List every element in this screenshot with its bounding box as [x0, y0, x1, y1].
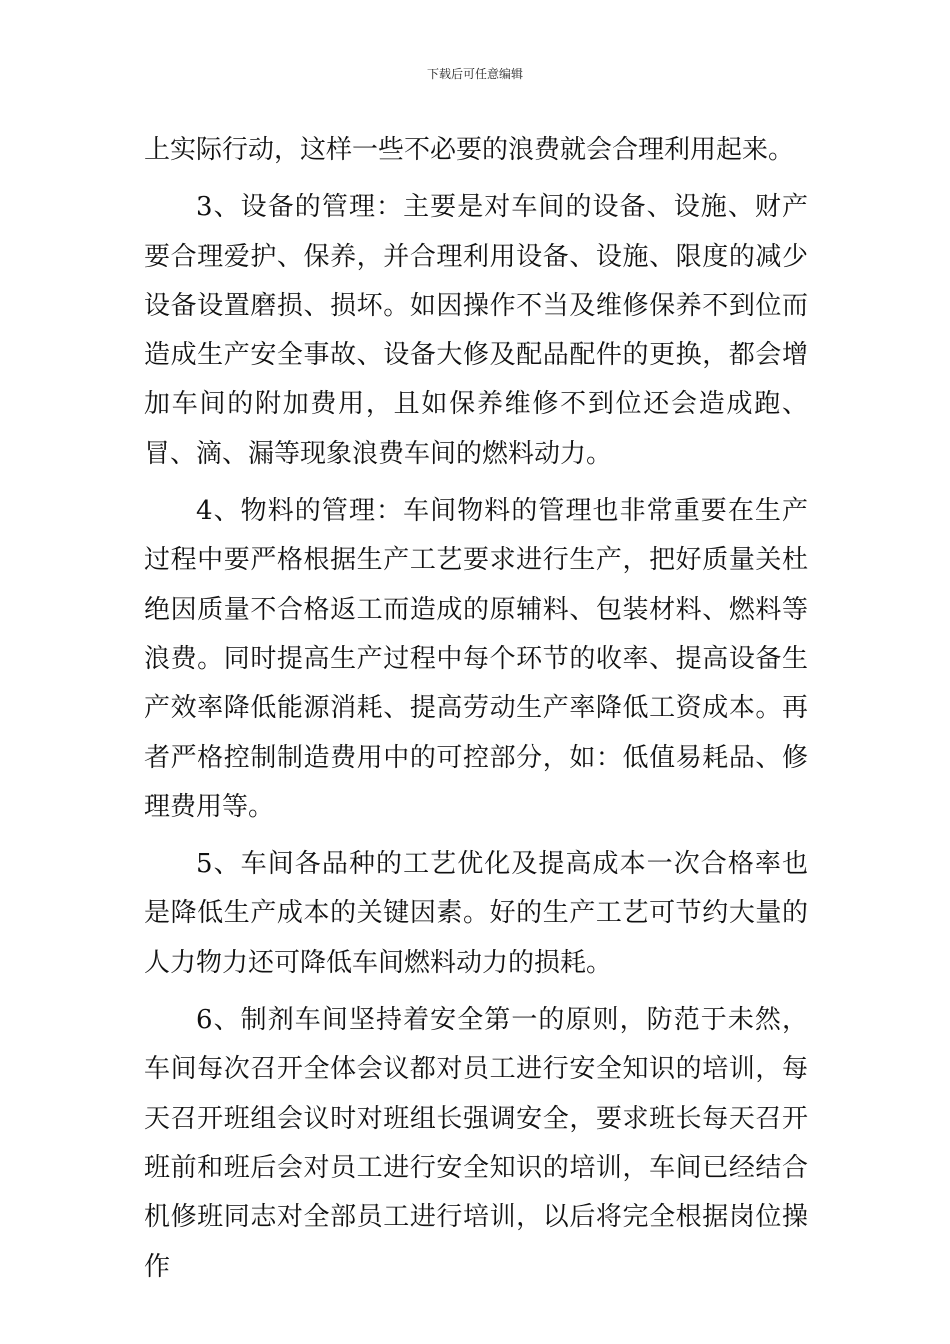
document-body [144, 126, 808, 1292]
paragraph-equipment-management: 3、设备的管理：主要是对车间的设备、设施、财产要合理爱护、保养，并合理利用设备、设施、限度的减少设备设置磨损、损坏。如因操作不当及维修保养不到位而造成生产安全事故、设备大修及配品配件的更换，都会增加车间的附加费用，且如保养维修不到位还会造成跑、冒、滴、漏等现象浪费车间的燃料动力。 [144, 192, 808, 469]
paragraph-continuation: 上实际行动，这样一些不必要的浪费就会合理利用起来。 [144, 135, 795, 165]
paragraph-material-management: 4、物料的管理：车间物料的管理也非常重要在生产过程中要严格根据生产工艺要求进行生产，把好质量关杜绝因质量不合格返工而造成的原辅料、包装材料、燃料等浪费。同时提高生产过程中每个环节的收率、提高设备生产效率降低能源消耗、提高劳动生产率降低工资成本。再者严格控制制造费用中的可控部分，如：低值易耗品、修理费用等。 [144, 496, 808, 822]
paragraph-safety: 6、制剂车间坚持着安全第一的原则，防范于未然，车间每次召开全体会议都对员工进行安全知识的培训，每天召开班组会议时对班组长强调安全，要求班长每天召开班前和班后会对员工进行安全知识的培训，车间已经结合机修班同志对全部员工进行培训，以后将完全根据岗位操作 [144, 1005, 808, 1282]
page-header: 下载后可任意编辑 [426, 67, 523, 81]
paragraph-process-optimization: 5、车间各品种的工艺优化及提高成本一次合格率也是降低生产成本的关键因素。好的生产工艺可节约大量的人力物力还可降低车间燃料动力的损耗。 [144, 849, 808, 978]
